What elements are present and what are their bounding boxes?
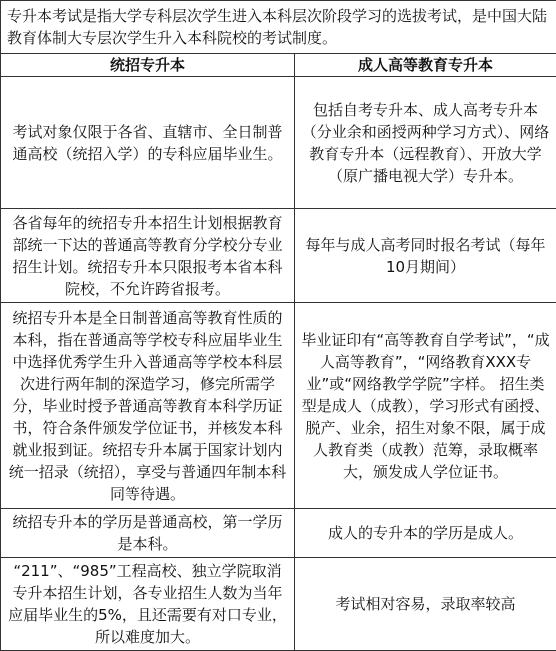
table-row — [1, 209, 556, 303]
row-1-right: 包括自考专升本、成人高考专升本（分业余和函授两种学习方式）、网络教育专升本（远程教育）、开放大学（原广播电视大学）专升本。 — [295, 77, 556, 209]
row-3-right: 毕业证印有“高等教育自学考试”，“成人高等教育”，“网络教育XXX专业”或“网络教学学院”字样。 招生类型是成人（成教），学习形式有函授、脱产、业余，招生对象不限，属于成人教育类（成教）范筹，录取概率大，颁发成人学位证书。 — [295, 303, 556, 509]
row-5-right: 考试相对容易，录取率较高 — [295, 558, 556, 651]
intro-text: 专升本考试是指大学专科层次学生进入本科层次阶段学习的选拔考试，是中国大陆教育体制大专层次学生升入本科院校的考试制度。 — [1, 1, 556, 54]
row-4-left: 统招专升本的学历是普通高校，第一学历是本科。 — [1, 509, 295, 558]
row-2-left: 各省每年的统招专升本招生计划根据教育部统一下达的普通高等教育分学校分专业招生计划。统招专升本只限报考本省本科院校，不允许跨省报考。 — [1, 209, 295, 303]
header-chengren: 成人高等教育专升本 — [295, 54, 556, 77]
row-5-left: “211”、“985”工程高校、独立学院取消专升本招生计划，各专业招生人数为当年应届毕业生的5%，且还需要有对口专业，所以难度加大。 — [1, 558, 295, 651]
row-2-right: 每年与成人高考同时报名考试（每年10月期间） — [295, 209, 556, 303]
table-row — [1, 303, 556, 509]
row-1-left: 考试对象仅限于各省、直辖市、全日制普通高校（统招入学）的专科应届毕业生。 — [1, 77, 295, 209]
table-row — [1, 77, 556, 209]
header-row — [1, 54, 556, 77]
table-row — [1, 558, 556, 651]
header-tongzhao: 统招专升本 — [1, 54, 295, 77]
row-3-left: 统招专升本是全日制普通高等教育性质的本科，指在普通高等学校专科应届毕业生中选择优秀学生升入普通高等学校本科层次进行两年制的深造学习，修完所需学分，毕业时授予普通高等教育本科学历证书，符合条件颁发学位证书，并核发本科就业报到证。统招专升本属于国家计划内统一招录（统招），享受与普通四年制本科同等待遇。 — [1, 303, 295, 509]
row-4-right: 成人的专升本的学历是成人。 — [295, 509, 556, 558]
table-row — [1, 509, 556, 558]
intro-row — [1, 1, 556, 54]
